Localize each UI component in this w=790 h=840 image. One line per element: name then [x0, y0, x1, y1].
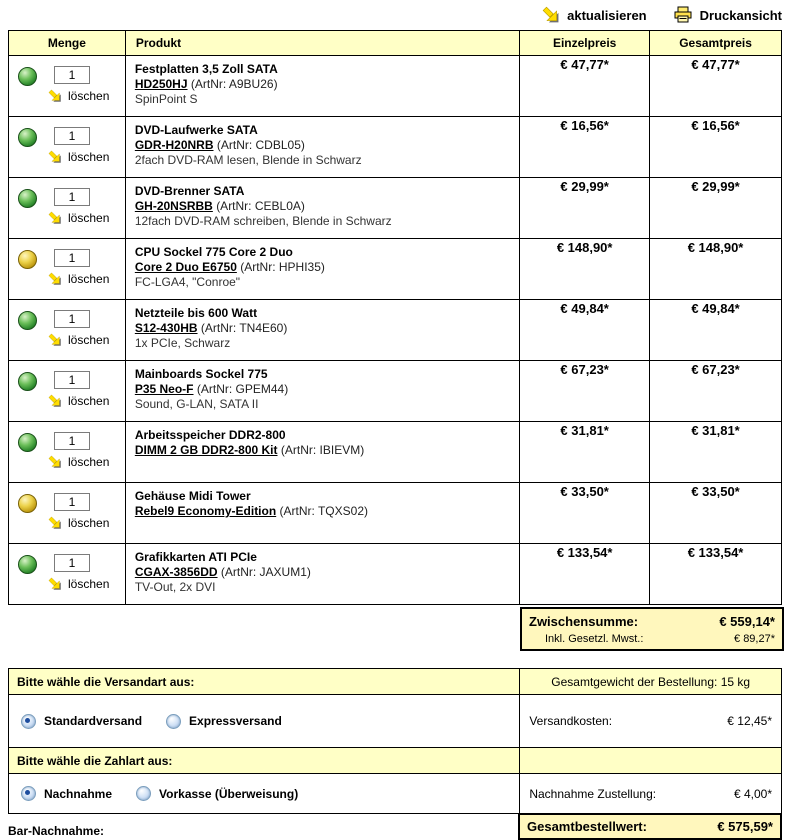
column-header-menge: Menge [9, 31, 126, 56]
cart-table [8, 30, 782, 605]
total-price: € 49,84* [650, 300, 782, 361]
grand-total-box [518, 814, 782, 840]
product-description: SpinPoint S [134, 92, 198, 106]
cod-fee-cell [520, 774, 782, 814]
cart-row [9, 422, 782, 483]
column-header-produkt: Produkt [125, 31, 519, 56]
quantity-input[interactable] [54, 66, 90, 84]
cod-fee-value: € 4,00* [733, 786, 772, 801]
stock-status-orb [18, 250, 37, 269]
product-link[interactable]: DIMM 2 GB DDR2-800 Kit [134, 443, 278, 457]
quantity-input[interactable] [54, 249, 90, 267]
payment-option-nachnahme[interactable] [21, 786, 112, 801]
radio-icon[interactable] [136, 786, 151, 801]
shipping-option-express[interactable] [166, 714, 282, 729]
quantity-input[interactable] [54, 432, 90, 450]
product-cell [125, 361, 519, 422]
product-artnr: (ArtNr: JAXUM1) [220, 565, 311, 579]
quantity-input[interactable] [54, 493, 90, 511]
unit-price: € 16,56* [520, 117, 650, 178]
quantity-input[interactable] [54, 310, 90, 328]
delete-arrow-icon [48, 150, 62, 164]
product-category: Festplatten 3,5 Zoll SATA [134, 62, 278, 76]
product-category: Mainboards Sockel 775 [134, 367, 268, 381]
delete-item-label: löschen [68, 577, 110, 591]
product-description: FC-LGA4, "Conroe" [134, 275, 241, 289]
product-description: 1x PCIe, Schwarz [134, 336, 231, 350]
product-artnr: (ArtNr: GPEM44) [196, 382, 289, 396]
total-price: € 67,23* [650, 361, 782, 422]
product-artnr: (ArtNr: CEBL0A) [216, 199, 305, 213]
delete-item-link[interactable] [48, 89, 109, 103]
column-header-gesamtpreis: Gesamtpreis [650, 31, 782, 56]
delete-arrow-icon [48, 394, 62, 408]
product-link[interactable]: GDR-H20NRB [134, 138, 214, 152]
unit-price: € 49,84* [520, 300, 650, 361]
product-category: DVD-Laufwerke SATA [134, 123, 258, 137]
cart-row [9, 483, 782, 544]
update-arrow-icon [542, 6, 560, 24]
product-category: Gehäuse Midi Tower [134, 489, 251, 503]
cart-row [9, 300, 782, 361]
delete-item-link[interactable] [48, 577, 109, 591]
delete-item-label: löschen [68, 516, 110, 530]
product-cell [125, 422, 519, 483]
shipping-option-label: Expressversand [189, 714, 282, 728]
product-cell [125, 239, 519, 300]
product-category: DVD-Brenner SATA [134, 184, 245, 198]
product-link[interactable]: S12-430HB [134, 321, 198, 335]
product-cell [125, 544, 519, 605]
delete-arrow-icon [48, 516, 62, 530]
delete-item-link[interactable] [48, 455, 109, 469]
quantity-cell [9, 56, 126, 117]
delete-item-link[interactable] [48, 150, 109, 164]
quantity-cell [9, 178, 126, 239]
product-category: Grafikkarten ATI PCIe [134, 550, 257, 564]
delete-arrow-icon [48, 89, 62, 103]
unit-price: € 31,81* [520, 422, 650, 483]
payment-option-label: Nachnahme [44, 786, 113, 801]
shipping-option-standard[interactable] [21, 714, 142, 729]
total-price: € 16,56* [650, 117, 782, 178]
total-price: € 29,99* [650, 178, 782, 239]
quantity-cell [9, 239, 126, 300]
print-view-label: Druckansicht [699, 7, 782, 23]
quantity-cell [9, 361, 126, 422]
delete-item-label: löschen [68, 150, 110, 164]
quantity-input[interactable] [54, 127, 90, 145]
payment-option-label: Vorkasse (Überweisung) [159, 786, 299, 801]
product-category: Netzteile bis 600 Watt [134, 306, 258, 320]
quantity-cell [9, 483, 126, 544]
product-link[interactable]: Core 2 Duo E6750 [134, 260, 237, 274]
product-category: CPU Sockel 775 Core 2 Duo [134, 245, 293, 259]
delete-arrow-icon [48, 455, 62, 469]
shipping-cost-label: Versandkosten: [529, 714, 613, 728]
payment-options-cell [9, 774, 520, 814]
product-artnr: (ArtNr: TN4E60) [200, 321, 288, 335]
cart-row [9, 361, 782, 422]
cart-row [9, 56, 782, 117]
stock-status-orb [18, 372, 37, 391]
bar-nachnahme-label: Bar-Nachnahme: [8, 824, 105, 838]
quantity-input[interactable] [54, 554, 90, 572]
product-link[interactable]: GH-20NSRBB [134, 199, 213, 213]
delete-item-link[interactable] [48, 394, 109, 408]
stock-status-orb [18, 128, 37, 147]
quantity-cell [9, 422, 126, 483]
radio-icon[interactable] [166, 714, 181, 729]
order-weight: Gesamtgewicht der Bestellung: 15 kg [520, 669, 782, 695]
product-artnr: (ArtNr: TQXS02) [279, 504, 368, 518]
bottom-row [8, 814, 782, 840]
column-header-einzelpreis: Einzelpreis [520, 31, 650, 56]
total-price: € 47,77* [650, 56, 782, 117]
shipping-cost-cell [520, 695, 782, 748]
product-artnr: (ArtNr: IBIEVM) [280, 443, 365, 457]
stock-status-orb [18, 555, 37, 574]
shipping-cost-value: € 12,45* [727, 714, 772, 728]
payment-header: Bitte wähle die Zahlart aus: [9, 748, 520, 774]
payment-header-spacer [520, 748, 782, 774]
shipping-options-cell [9, 695, 520, 748]
delete-item-label: löschen [68, 333, 110, 347]
shipping-header: Bitte wähle die Versandart aus: [9, 669, 520, 695]
delete-item-label: löschen [68, 211, 110, 225]
unit-price: € 148,90* [520, 239, 650, 300]
cart-table-body [9, 56, 782, 605]
cart-header-row [9, 31, 782, 56]
grand-total-value: € 575,59* [717, 819, 773, 834]
stock-status-orb [18, 433, 37, 452]
product-artnr: (ArtNr: CDBL05) [216, 138, 305, 152]
unit-price: € 133,54* [520, 544, 650, 605]
product-cell [125, 178, 519, 239]
subtotal-value: € 559,14* [719, 614, 775, 629]
stock-status-orb [18, 189, 37, 208]
quantity-cell [9, 300, 126, 361]
shipping-payment-table [8, 668, 782, 814]
cod-fee-label: Nachnahme Zustellung: [529, 786, 657, 801]
product-artnr: (ArtNr: A9BU26) [190, 77, 278, 91]
vat-value: € 89,27* [734, 633, 775, 645]
total-price: € 33,50* [650, 483, 782, 544]
delete-arrow-icon [48, 333, 62, 347]
delete-arrow-icon [48, 272, 62, 286]
cart-row [9, 117, 782, 178]
unit-price: € 29,99* [520, 178, 650, 239]
product-category: Arbeitsspeicher DDR2-800 [134, 428, 286, 442]
delete-item-link[interactable] [48, 272, 109, 286]
product-cell [125, 300, 519, 361]
delete-item-label: löschen [68, 455, 110, 469]
product-cell [125, 56, 519, 117]
quantity-cell [9, 117, 126, 178]
product-link[interactable]: Rebel9 Economy-Edition [134, 504, 277, 518]
subtotal-box [520, 607, 784, 651]
cart-row [9, 239, 782, 300]
radio-icon[interactable] [21, 714, 36, 729]
quantity-input[interactable] [54, 371, 90, 389]
product-artnr: (ArtNr: HPHI35) [240, 260, 325, 274]
delete-item-label: löschen [68, 394, 110, 408]
stock-status-orb [18, 67, 37, 86]
shipping-option-label: Standardversand [44, 714, 143, 728]
unit-price: € 47,77* [520, 56, 650, 117]
top-action-bar [8, 0, 782, 30]
total-price: € 148,90* [650, 239, 782, 300]
update-cart-link[interactable] [542, 6, 647, 24]
stock-status-orb [18, 311, 37, 330]
stock-status-orb [18, 494, 37, 513]
product-description: 2fach DVD-RAM lesen, Blende in Schwarz [134, 153, 362, 167]
vat-label: Inkl. Gesetzl. Mwst.: [545, 633, 644, 645]
cart-row [9, 544, 782, 605]
product-description: Sound, G-LAN, SATA II [134, 397, 259, 411]
total-price: € 31,81* [650, 422, 782, 483]
cart-row [9, 178, 782, 239]
product-cell [125, 117, 519, 178]
delete-item-label: löschen [68, 272, 110, 286]
product-link[interactable]: HD250HJ [134, 77, 188, 91]
quantity-cell [9, 544, 126, 605]
grand-total-label: Gesamtbestellwert: [527, 819, 647, 834]
delete-item-link[interactable] [48, 211, 109, 225]
radio-icon[interactable] [21, 786, 36, 801]
delete-item-link[interactable] [48, 516, 109, 530]
total-price: € 133,54* [650, 544, 782, 605]
delete-arrow-icon [48, 577, 62, 591]
unit-price: € 33,50* [520, 483, 650, 544]
payment-option-vorkasse[interactable] [136, 786, 298, 801]
product-cell [125, 483, 519, 544]
delete-item-label: löschen [68, 89, 110, 103]
product-description: TV-Out, 2x DVI [134, 580, 216, 594]
subtotal-label: Zwischensumme: [529, 614, 639, 629]
unit-price: € 67,23* [520, 361, 650, 422]
product-link[interactable]: P35 Neo-F [134, 382, 194, 396]
delete-item-link[interactable] [48, 333, 109, 347]
product-description: 12fach DVD-RAM schreiben, Blende in Schwarz [134, 214, 392, 228]
delete-arrow-icon [48, 211, 62, 225]
printer-icon [673, 6, 693, 24]
product-link[interactable]: CGAX-3856DD [134, 565, 218, 579]
update-cart-label: aktualisieren [567, 7, 647, 23]
print-view-link[interactable] [673, 6, 782, 24]
quantity-input[interactable] [54, 188, 90, 206]
